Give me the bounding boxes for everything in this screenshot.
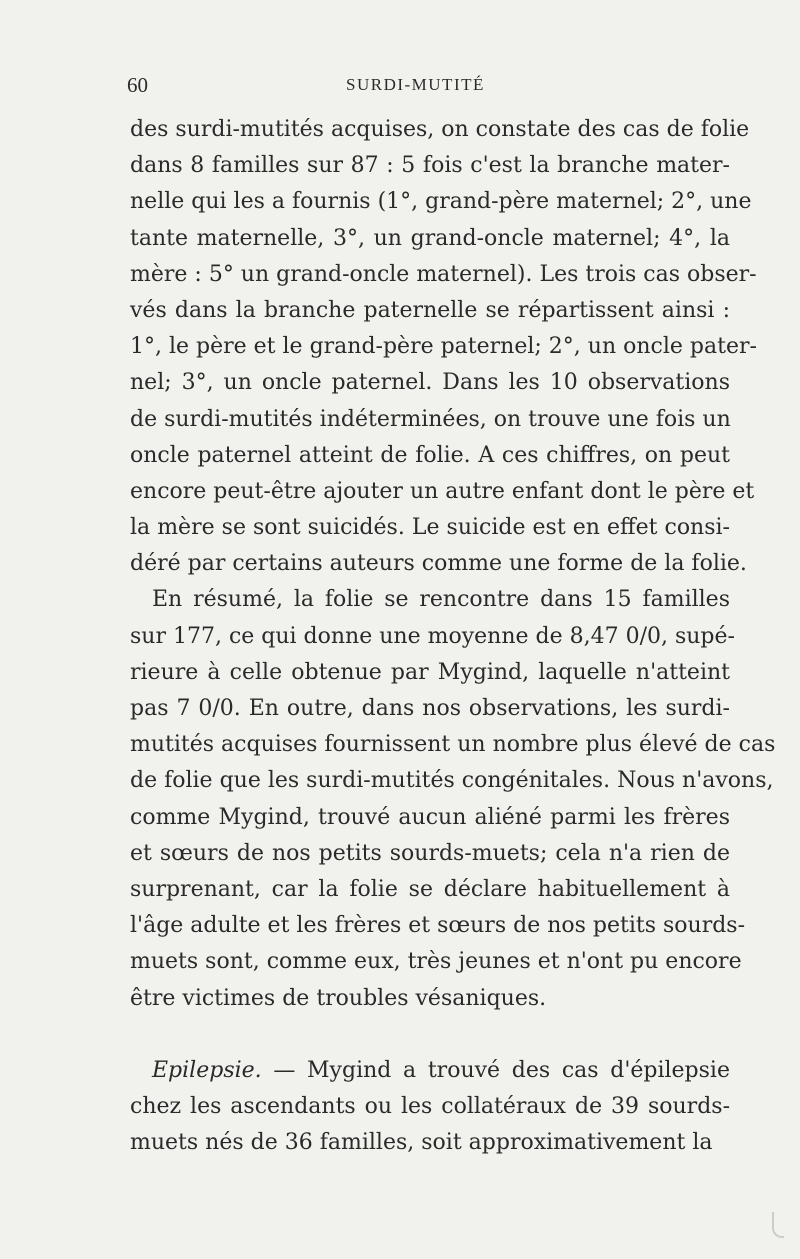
text-line: être victimes de troubles vésaniques. <box>130 985 547 1011</box>
running-title: SURDI-MUTITÉ <box>346 75 485 94</box>
text-line: rieure à celle obtenue par Mygind, laquelle n'atteint <box>130 659 730 685</box>
text-line: la mère se sont suicidés. Le suicide est en effet consi- <box>130 515 730 541</box>
text-line: muets nés de 36 familles, soit approximativement la <box>130 1130 713 1156</box>
epilepsy-first-line <box>130 1053 730 1089</box>
margin-ink-mark <box>772 1212 784 1238</box>
text-line: comme Mygind, trouvé aucun aliéné parmi les frères <box>130 804 730 830</box>
text-line: 1°, le père et le grand-père paternel; 2°, un oncle pater- <box>130 334 757 360</box>
page-number: 60 <box>127 73 148 97</box>
text-line: de surdi-mutités indéterminées, on trouve une fois un <box>130 406 731 432</box>
text-line: pas 7 0/0. En outre, dans nos observations, les surdi- <box>130 696 730 721</box>
text-line: vés dans la branche paternelle se répartissent ainsi : <box>130 297 730 323</box>
running-head <box>0 73 800 99</box>
text-line: et sœurs de nos petits sourds-muets; cela n'a rien de <box>130 840 730 866</box>
text-line: des surdi-mutités acquises, on constate des cas de folie <box>130 117 750 142</box>
text-line: sur 177, ce qui donne une moyenne de 8,47 0/0, supé- <box>130 623 735 649</box>
body-text <box>130 112 776 1161</box>
text-line: oncle paternel atteint de folie. A ces chiffres, on peut <box>130 442 730 468</box>
text-line: chez les ascendants ou les collatéraux de 39 sourds- <box>130 1093 730 1119</box>
text-line: muets sont, comme eux, très jeunes et n'ont pu encore <box>130 949 742 975</box>
text-line: déré par certains auteurs comme une forme de la folie. <box>130 551 747 577</box>
text-line: nelle qui les a fournis (1°, grand-père maternel; 2°, une <box>130 189 752 215</box>
text-fragment: — Mygind a trouvé des cas d'épilepsie <box>261 1057 730 1083</box>
text-line: surprenant, car la folie se déclare habituellement à <box>130 876 730 902</box>
text-line: l'âge adulte et les frères et sœurs de nos petits sourds- <box>130 913 746 939</box>
text-line: encore peut-être ajouter un autre enfant dont le père et <box>130 478 755 504</box>
paragraph-gap <box>130 1017 730 1053</box>
text-line: mère : 5° un grand-oncle maternel). Les trois cas obser- <box>130 261 757 287</box>
text-line: dans 8 familles sur 87 : 5 fois c'est la branche mater- <box>130 153 730 179</box>
text-line: tante maternelle, 3°, un grand-oncle maternel; 4°, la <box>130 225 730 251</box>
text-line: nel; 3°, un oncle paternel. Dans les 10 observations <box>130 370 730 396</box>
section-title-epilepsie: Epilepsie. <box>152 1057 262 1083</box>
text-line: mutités acquises fournissent un nombre plus élevé de cas <box>130 732 776 758</box>
text-line: de folie que les surdi-mutités congénitales. Nous n'avons, <box>130 768 774 794</box>
text-line: En résumé, la folie se rencontre dans 15 familles <box>152 587 730 613</box>
